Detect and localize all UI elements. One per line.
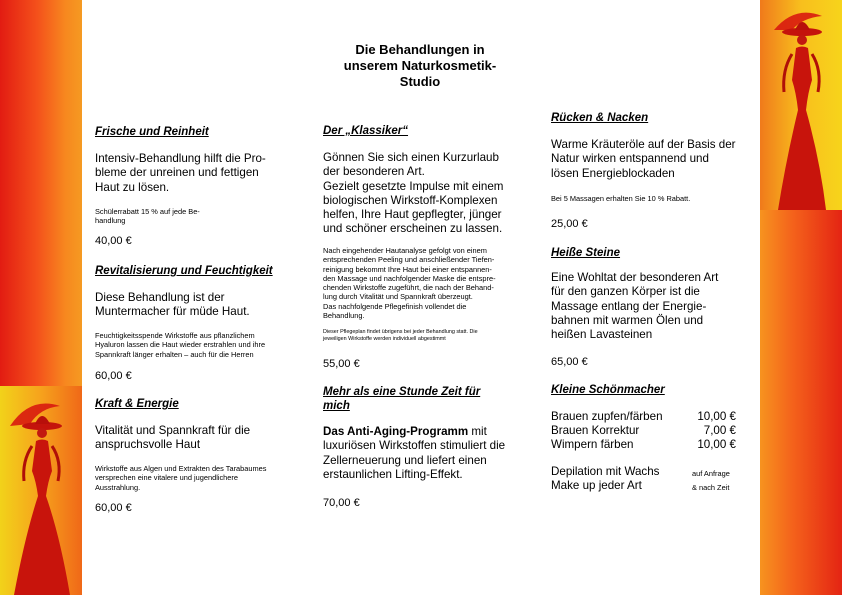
section-note-ruecken: Bei 5 Massagen erhalten Sie 10 % Rabatt.: [551, 194, 691, 203]
price-klassiker: 55,00 €: [323, 358, 360, 370]
section-heading-heisse-steine: Heiße Steine: [551, 247, 621, 259]
section-heading-kleine-schoenmacher: Kleine Schönmacher: [551, 384, 665, 396]
section-note-revitalisierung: Feuchtigkeitsspende Wirkstoffe aus pflanzlichem Hyaluron lassen die Haut wieder erstrahlen und ihre Spannkraft länger erhalten – auch für die Herren: [95, 331, 266, 359]
price-frische: 40,00 €: [95, 235, 132, 247]
section-note-klassiker: Nach eingehender Hautanalyse gefolgt von einem entsprechenden Peeling und anschließender Tiefen- reinigung bekommt Ihre Haut bei einer entspannen- den Massage und nachfolgender Maske die entspre- chenden Wirkstoffe zugeführt, die nach der Behand- lung durch Vitalität und Spannkraft überzeugt. Das nachfolgende Pflegefinish vollendet die Behandlung.: [323, 246, 496, 321]
page-title: Die Behandlungen in unserem Naturkosmetik- Studio: [343, 42, 497, 89]
woman-in-red-dress-illustration: [760, 0, 842, 210]
section-tiny-note-klassiker: Dieser Pflegeplan findet übrigens bei jeder Behandlung statt. Die jeweiligen Wirkstoffe werden individuell abgestimmt: [323, 329, 478, 342]
section-body-ruecken: Warme Kräuteröle auf der Basis der Natur wirken entspannend und lösen Energieblockaden: [551, 138, 736, 180]
price-kraft: 60,00 €: [95, 502, 132, 514]
section-heading-klassiker: Der „Klassiker“: [323, 125, 409, 137]
section-note-kraft: Wirkstoffe aus Algen und Extrakten des Tarabaumes versprechen eine vitalere und jugendlichere Ausstrahlung.: [95, 464, 267, 492]
section-heading-revitalisierung: Revitalisierung und Feuchtigkeit: [95, 265, 273, 277]
list-item: Make up jeder Art & nach Zeit: [551, 479, 730, 492]
section-heading-mehr-zeit: Mehr als eine Stunde Zeit für mich: [323, 386, 481, 412]
section-body-anti-aging: Das Anti-Aging-Programm mit luxuriösen Wirkstoffen stimuliert die Zellerneuerung und liefert einen erstaunlichen Lifting-Effekt.: [323, 425, 506, 481]
list-item: Brauen zupfen/färben 10,00 €: [551, 410, 736, 423]
section-body-frische: Intensiv-Behandlung hilft die Pro- bleme der unreinen und fettigen Haut zu lösen.: [95, 152, 266, 194]
section-heading-frische: Frische und Reinheit: [95, 126, 209, 138]
price-ruecken: 25,00 €: [551, 218, 588, 230]
section-body-revitalisierung: Diese Behandlung ist der Muntermacher für müde Haut.: [95, 291, 250, 319]
section-body-klassiker: Gönnen Sie sich einen Kurzurlaub der besonderen Art. Gezielt gesetzte Impulse mit einem biologischen Wirkstoff-Komplexen helfen, Ihre Haut gepflegter, jünger und schöner erscheinen zu lassen.: [323, 151, 504, 236]
list-item: Brauen Korrektur 7,00 €: [551, 424, 736, 437]
section-body-kraft: Vitalität und Spannkraft für die anspruchsvolle Haut: [95, 424, 251, 452]
woman-in-red-dress-illustration: [0, 386, 82, 595]
section-body-heisse-steine: Eine Wohltat der besonderen Art für den ganzen Körper ist die Massage entlang der Energie- bahnen mit warmen Ölen und heißen Lavasteinen: [551, 271, 719, 342]
list-item: Depilation mit Wachs auf Anfrage: [551, 465, 730, 478]
section-heading-kraft: Kraft & Energie: [95, 398, 179, 410]
section-heading-ruecken: Rücken & Nacken: [551, 112, 649, 124]
list-item: Wimpern färben 10,00 €: [551, 438, 736, 451]
price-heisse-steine: 65,00 €: [551, 356, 588, 368]
price-anti-aging: 70,00 €: [323, 497, 360, 509]
section-note-frische: Schülerrabatt 15 % auf jede Be- handlung: [95, 207, 200, 226]
price-revitalisierung: 60,00 €: [95, 370, 132, 382]
